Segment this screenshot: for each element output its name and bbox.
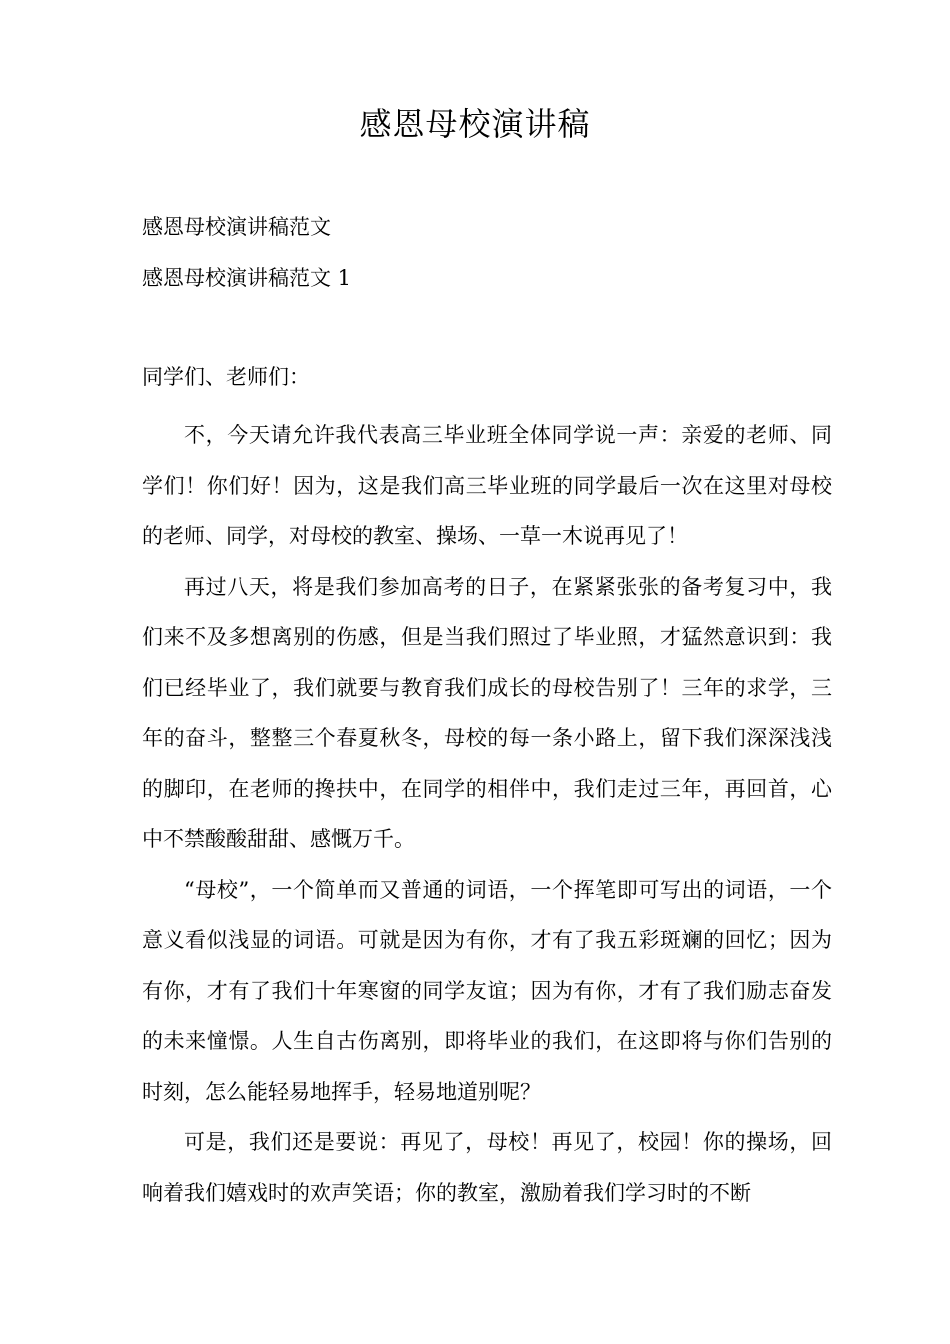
document-subtitle: 感恩母校演讲稿范文 <box>142 215 331 239</box>
document-subtitle-numbered: 感恩母校演讲稿范文 1 <box>142 266 352 290</box>
speech-paragraph-3: “母校”，一个简单而又普通的词语，一个挥笔即可写出的词语，一个意义看似浅显的词语。可就是因为有你，才有了我五彩斑斓的回忆；因为有你，才有了我们十年寒窗的同学友谊；因为有你，才有了我们励志奋发的未来憧憬。人生自古伤离别，即将毕业的我们，在这即将与你们告别的时刻，怎么能轻易地挥手，轻易地道别呢？ <box>142 877 832 1104</box>
speech-body <box>142 410 832 1218</box>
document-title: 感恩母校演讲稿 <box>359 105 591 143</box>
speech-greeting: 同学们、老师们： <box>142 365 310 389</box>
speech-paragraph-1: 不，今天请允许我代表高三毕业班全体同学说一声：亲爱的老师、同学们！你们好！因为，这是我们高三毕业班的同学最后一次在这里对母校的老师、同学，对母校的教室、操场、一草一木说再见了！ <box>142 423 832 548</box>
speech-paragraph-4: 可是，我们还是要说：再见了，母校！再见了，校园！你的操场，回响着我们嬉戏时的欢声笑语；你的教室，激励着我们学习时的不断 <box>142 1130 832 1205</box>
speech-paragraph-2: 再过八天，将是我们参加高考的日子，在紧紧张张的备考复习中，我们来不及多想离别的伤感，但是当我们照过了毕业照，才猛然意识到：我们已经毕业了，我们就要与教育我们成长的母校告别了！三年的求学，三年的奋斗，整整三个春夏秋冬，母校的每一条小路上，留下我们深深浅浅的脚印，在老师的搀扶中，在同学的相伴中，我们走过三年，再回首，心中不禁酸酸甜甜、感慨万千。 <box>142 574 832 851</box>
